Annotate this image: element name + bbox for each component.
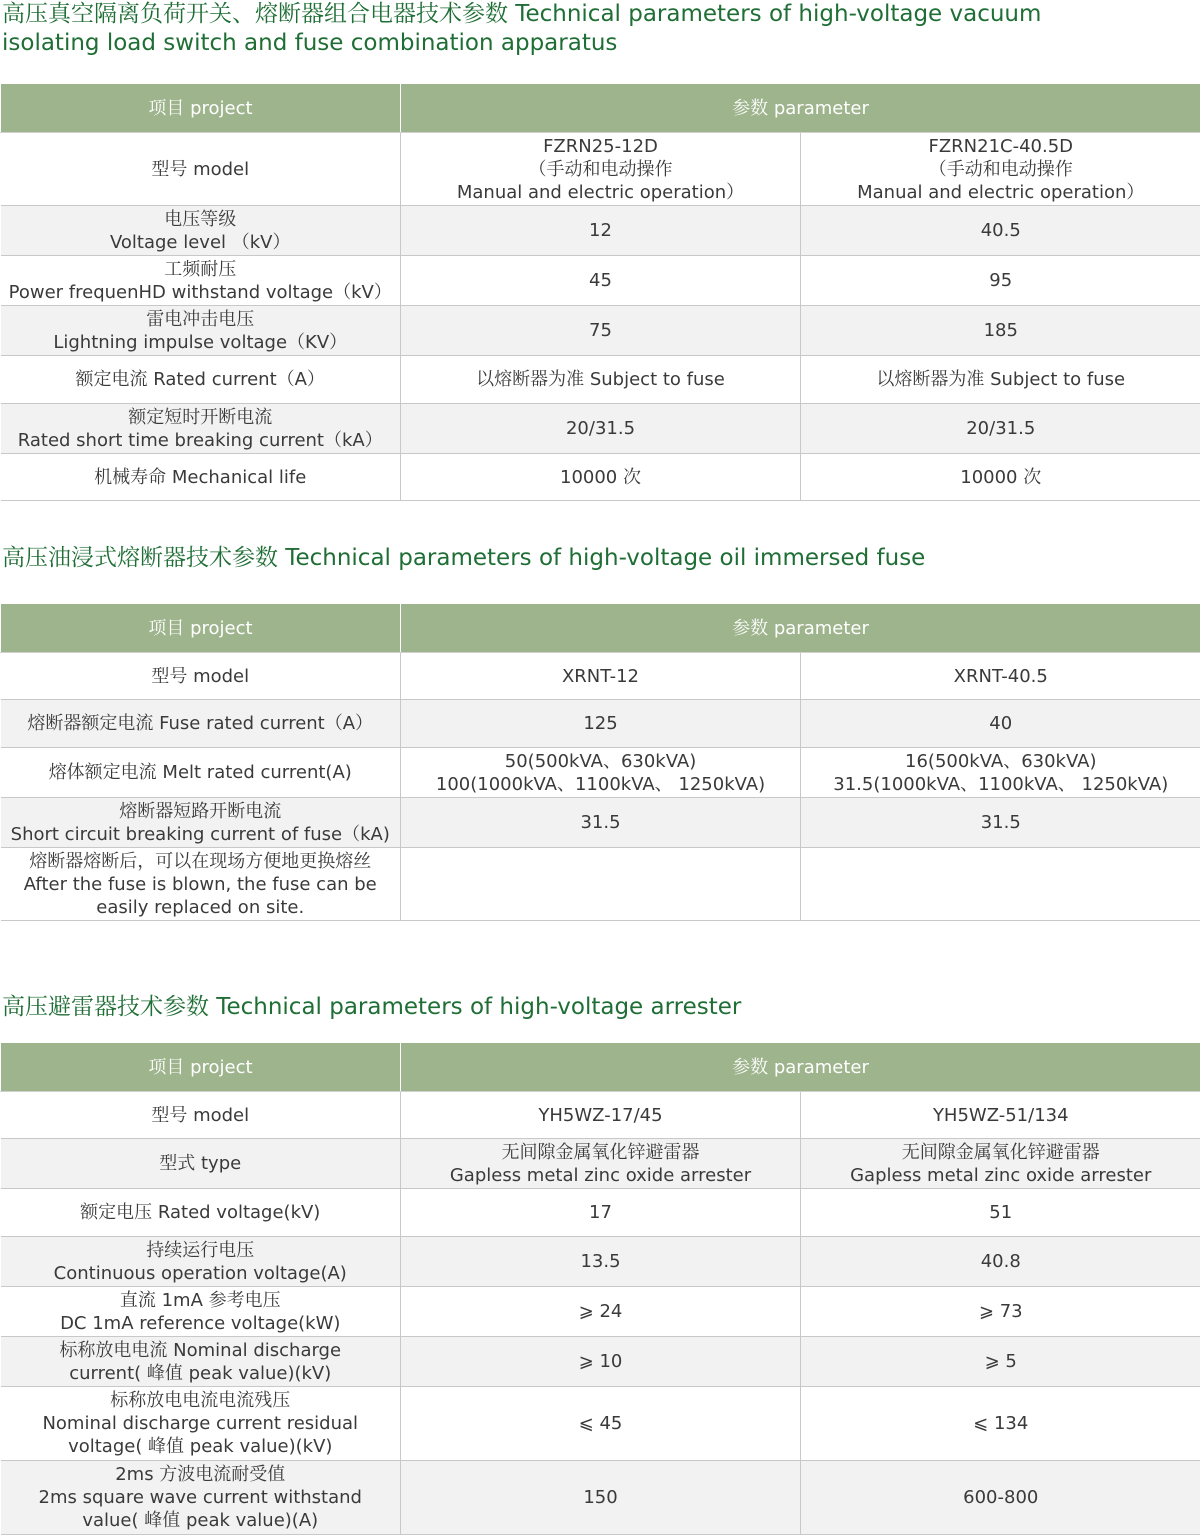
oil-fuse-table [0, 603, 1200, 921]
table-row [1, 356, 1200, 404]
row-label: 型号 model [1, 653, 401, 700]
row-value-1: 50(500kVA、630kVA) 100(1000kVA、1100kVA、 1250kVA) [401, 748, 801, 798]
table-row [1, 256, 1200, 306]
table-row [1, 1189, 1200, 1237]
row-value-2: 600-800 [801, 1461, 1200, 1535]
header-project: 项目 project [1, 84, 401, 133]
row-label: 额定电压 Rated voltage(kV) [1, 1189, 401, 1237]
row-value-2: 16(500kVA、630kVA) 31.5(1000kVA、1100kVA、 1250kVA) [801, 748, 1200, 798]
row-value-1: 20/31.5 [401, 404, 801, 454]
row-label: 标称放电电流 Nominal discharge current( 峰值 peak value)(kV) [1, 1337, 401, 1387]
table-row [1, 1337, 1200, 1387]
table-row [1, 848, 1200, 921]
row-value-2: ⩾ 5 [801, 1337, 1200, 1387]
table-row [1, 653, 1200, 700]
row-value-1: 无间隙金属氧化锌避雷器 Gapless metal zinc oxide arrester [401, 1139, 801, 1189]
row-value-2: 40.5 [801, 206, 1200, 256]
row-label: 熔断器额定电流 Fuse rated current（A） [1, 700, 401, 748]
row-value-2: 40.8 [801, 1237, 1200, 1287]
table-row [1, 1139, 1200, 1189]
row-value-1: ⩾ 10 [401, 1337, 801, 1387]
row-value-1: 13.5 [401, 1237, 801, 1287]
row-label: 熔断器熔断后，可以在现场方便地更换熔丝 After the fuse is blown, the fuse can be easily replaced on site. [1, 848, 401, 921]
row-value-1: 75 [401, 306, 801, 356]
row-value-1 [401, 848, 801, 921]
row-value-2: 51 [801, 1189, 1200, 1237]
row-value-2: XRNT-40.5 [801, 653, 1200, 700]
row-label: 直流 1mA 参考电压 DC 1mA reference voltage(kW) [1, 1287, 401, 1337]
table-row [1, 1387, 1200, 1461]
row-value-1: 125 [401, 700, 801, 748]
row-value-1: 17 [401, 1189, 801, 1237]
row-label: 额定电流 Rated current（A） [1, 356, 401, 404]
table-header-row [1, 604, 1200, 653]
row-label: 雷电冲击电压 Lightning impulse voltage（KV） [1, 306, 401, 356]
header-project: 项目 project [1, 604, 401, 653]
row-value-1: 12 [401, 206, 801, 256]
row-value-2: 无间隙金属氧化锌避雷器 Gapless metal zinc oxide arrester [801, 1139, 1200, 1189]
table-row [1, 206, 1200, 256]
table-row [1, 404, 1200, 454]
row-value-1: 45 [401, 256, 801, 306]
row-value-2: 以熔断器为准 Subject to fuse [801, 356, 1200, 404]
row-value-2: 185 [801, 306, 1200, 356]
table-row [1, 454, 1200, 501]
table-header-row [1, 84, 1200, 133]
row-value-2: 20/31.5 [801, 404, 1200, 454]
row-value-1: XRNT-12 [401, 653, 801, 700]
row-value-2 [801, 848, 1200, 921]
row-label: 标称放电电流电流残压 Nominal discharge current residual voltage( 峰值 peak value)(kV) [1, 1387, 401, 1461]
row-value-1: FZRN25-12D （手动和电动操作 Manual and electric operation） [401, 133, 801, 206]
row-value-1: ⩾ 24 [401, 1287, 801, 1337]
row-value-2: FZRN21C-40.5D （手动和电动操作 Manual and electric operation） [801, 133, 1200, 206]
row-label: 电压等级 Voltage level （kV） [1, 206, 401, 256]
row-value-2: 10000 次 [801, 454, 1200, 501]
table-row [1, 1237, 1200, 1287]
row-label: 机械寿命 Mechanical life [1, 454, 401, 501]
table-row [1, 748, 1200, 798]
row-value-1: YH5WZ-17/45 [401, 1092, 801, 1139]
row-value-1: 150 [401, 1461, 801, 1535]
header-parameter: 参数 parameter [401, 1043, 1200, 1092]
table-row [1, 798, 1200, 848]
row-value-1: 以熔断器为准 Subject to fuse [401, 356, 801, 404]
row-label: 额定短时开断电流 Rated short time breaking current（kA） [1, 404, 401, 454]
section1-title: 高压真空隔离负荷开关、熔断器组合电器技术参数 Technical parameters of high-voltage vacuum isolating load switch and fuse combination apparatus [2, 0, 1200, 58]
row-value-2: 40 [801, 700, 1200, 748]
table-row [1, 133, 1200, 206]
row-value-1: 10000 次 [401, 454, 801, 501]
arrester-table [0, 1042, 1200, 1535]
row-value-1: 31.5 [401, 798, 801, 848]
header-parameter: 参数 parameter [401, 84, 1200, 133]
switch-fuse-table [0, 83, 1200, 501]
row-value-2: ⩾ 73 [801, 1287, 1200, 1337]
row-label: 持续运行电压 Continuous operation voltage(A) [1, 1237, 401, 1287]
header-parameter: 参数 parameter [401, 604, 1200, 653]
table-row [1, 700, 1200, 748]
table-row [1, 306, 1200, 356]
table-row [1, 1461, 1200, 1535]
table-row [1, 1287, 1200, 1337]
row-label: 2ms 方波电流耐受值 2ms square wave current withstand value( 峰值 peak value)(A) [1, 1461, 401, 1535]
row-label: 型号 model [1, 133, 401, 206]
row-label: 工频耐压 Power frequenHD withstand voltage（kV） [1, 256, 401, 306]
row-value-2: YH5WZ-51/134 [801, 1092, 1200, 1139]
row-value-2: ⩽ 134 [801, 1387, 1200, 1461]
header-project: 项目 project [1, 1043, 401, 1092]
row-label: 型式 type [1, 1139, 401, 1189]
row-label: 熔体额定电流 Melt rated current(A) [1, 748, 401, 798]
row-value-2: 95 [801, 256, 1200, 306]
row-label: 熔断器短路开断电流 Short circuit breaking current of fuse（kA) [1, 798, 401, 848]
row-value-1: ⩽ 45 [401, 1387, 801, 1461]
row-value-2: 31.5 [801, 798, 1200, 848]
table-row [1, 1092, 1200, 1139]
section2-title: 高压油浸式熔断器技术参数 Technical parameters of high-voltage oil immersed fuse [2, 544, 1200, 573]
row-label: 型号 model [1, 1092, 401, 1139]
section3-title: 高压避雷器技术参数 Technical parameters of high-voltage arrester [2, 993, 1200, 1022]
table-header-row [1, 1043, 1200, 1092]
